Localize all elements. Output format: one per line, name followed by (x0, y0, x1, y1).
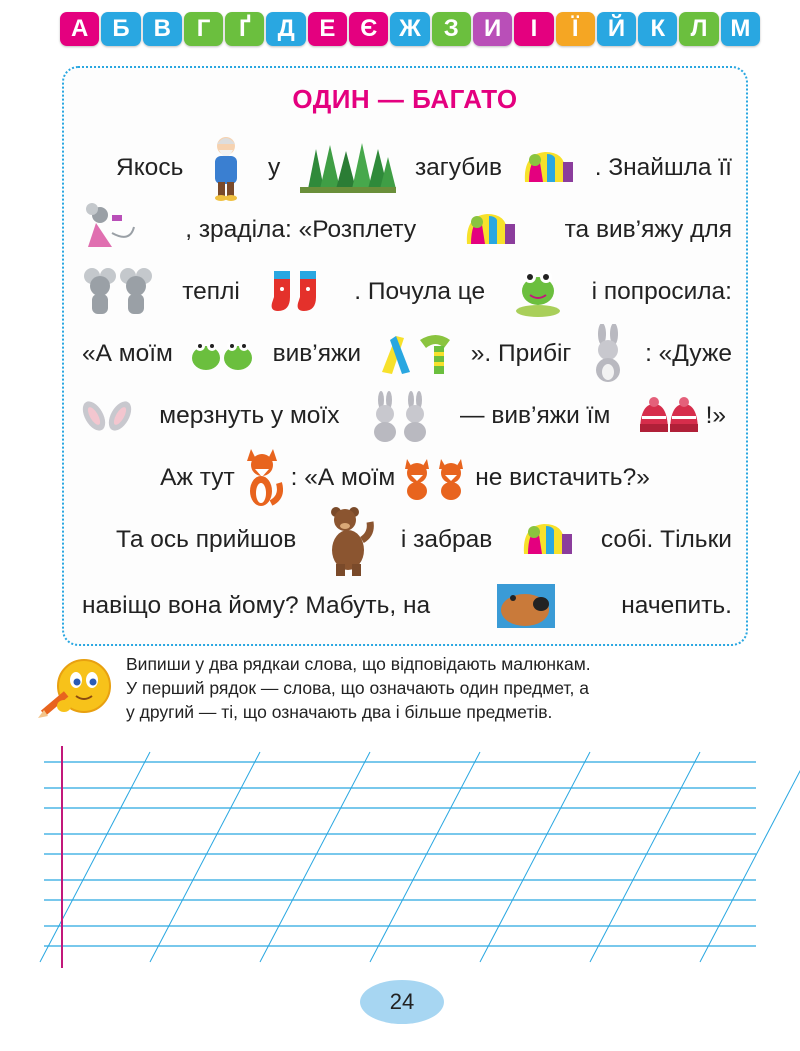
story-line-6 (64, 450, 746, 506)
story-line-5 (82, 388, 732, 444)
alphabet-letter-tile: Г (184, 12, 223, 46)
alphabet-letter-tile: М (721, 12, 760, 46)
alphabet-letter-tile: Є (349, 12, 388, 46)
bear-nose-icon (497, 584, 555, 628)
text: Аж тут (160, 464, 235, 491)
text: начепить. (621, 592, 732, 619)
text: Та ось прийшов (116, 526, 297, 553)
page-number: 24 (360, 980, 444, 1024)
grandfather-icon (203, 134, 249, 202)
slant-line (260, 752, 370, 962)
text: . Почула це (354, 278, 486, 305)
story-line-4 (82, 326, 732, 382)
text: : «А моїм (290, 464, 396, 491)
text: , зраділа: «Розплету (185, 216, 417, 243)
text: навіщо вона йому? Мабуть, на (82, 592, 431, 619)
two-frogs-icon (190, 334, 256, 374)
text: та вив’яжу для (564, 216, 732, 243)
mitten-icon (520, 520, 574, 560)
alphabet-letter-tile: Ґ (225, 12, 264, 46)
story-box (62, 66, 748, 646)
alphabet-letter-tile: К (638, 12, 677, 46)
alphabet-letter-tile: Е (308, 12, 347, 46)
bear-icon (324, 504, 374, 576)
hats-icon (638, 396, 700, 436)
slant-line (480, 752, 590, 962)
story-line-1 (116, 140, 732, 196)
hats-group (638, 396, 732, 436)
two-foxes-icon (403, 455, 467, 501)
text: — вив’яжи їм (460, 402, 611, 429)
instruction-line: у другий — ті, що означають два і більше предметів. (126, 702, 553, 722)
scarves-icon (378, 332, 454, 376)
slant-line (700, 752, 800, 962)
smiley-pencil-icon (36, 654, 116, 724)
text: : «Дуже (645, 340, 732, 367)
text: теплі (182, 278, 240, 305)
story-title: ОДИН — БАГАТО (292, 84, 518, 114)
two-rabbits-icon (367, 390, 433, 442)
two-mice-icon (82, 266, 154, 318)
alphabet-letter-tile: И (473, 12, 512, 46)
text: не вистачить?» (475, 464, 650, 491)
alphabet-strip (60, 12, 760, 48)
alphabet-letter-tile: Д (266, 12, 305, 46)
text: ». Прибіг (470, 340, 572, 367)
text: загубив (414, 154, 503, 181)
text: вив’яжи (272, 340, 362, 367)
rabbit-ears-icon (82, 396, 132, 436)
text: !» (705, 402, 726, 429)
alphabet-letter-tile: В (143, 12, 182, 46)
alphabet-letter-tile: Ї (556, 12, 595, 46)
instruction-line: У перший рядок — слова, що означають один предмет, а (126, 678, 589, 698)
mitten-icon (521, 148, 575, 188)
alphabet-letter-tile: Л (679, 12, 718, 46)
text: «А моїм (82, 340, 173, 367)
text: у (268, 154, 281, 181)
text: собі. Тільки (600, 526, 732, 553)
alphabet-letter-tile: А (60, 12, 99, 46)
alphabet-letter-tile: Б (101, 12, 140, 46)
slant-line (370, 752, 480, 962)
instruction-line: Випиши у два рядкаи слова, що відповідають малюнкам. (126, 654, 591, 674)
slant-line (40, 752, 150, 962)
text: . Знайшла її (594, 154, 732, 181)
alphabet-letter-tile: І (514, 12, 553, 46)
mouse-girl-icon (82, 203, 138, 257)
story-line-2 (82, 202, 732, 258)
text: мерзнуть у моїх (159, 402, 340, 429)
frog-icon (513, 265, 563, 319)
alphabet-letter-tile: Й (597, 12, 636, 46)
fox-icon (243, 447, 283, 509)
instruction-text (126, 652, 752, 724)
text: і забрав (400, 526, 493, 553)
writing-lines (0, 746, 800, 968)
text: Якось (116, 154, 184, 181)
rabbit-icon (588, 324, 628, 384)
alphabet-letter-tile: Ж (390, 12, 429, 46)
mitten-icon (463, 210, 517, 250)
slant-line (150, 752, 260, 962)
story-line-8 (82, 578, 732, 634)
text: і попросила: (591, 278, 732, 305)
slant-line (590, 752, 700, 962)
socks-icon (268, 267, 326, 317)
story-line-3 (82, 264, 732, 320)
story-line-7 (116, 512, 732, 568)
forest-icon (300, 143, 396, 193)
alphabet-letter-tile: З (432, 12, 471, 46)
